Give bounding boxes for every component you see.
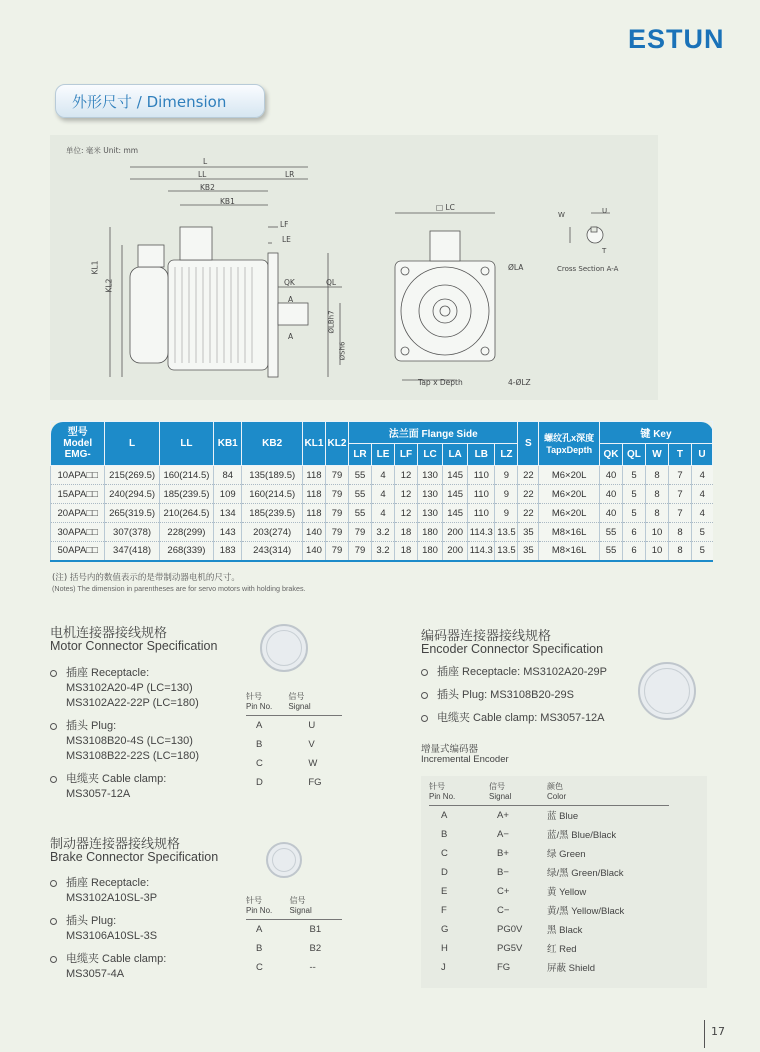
table-cell: 240(294.5) — [105, 485, 159, 504]
col-kb1: KB1 — [214, 422, 242, 466]
table-cell: 40 — [599, 466, 622, 485]
table-cell: 12 — [394, 485, 417, 504]
col-lf: LF — [394, 444, 417, 466]
pin-cell: A — [441, 809, 448, 821]
col-le: LE — [371, 444, 394, 466]
dim-label-lr: LR — [285, 170, 295, 179]
table-cell: 135(189.5) — [242, 466, 303, 485]
table-cell: 185(239.5) — [159, 485, 213, 504]
flange-header: 法兰面 Flange Side — [348, 422, 517, 444]
pin-cell: G — [441, 923, 449, 935]
list-item: 电缆夹 Cable clamp: MS3057-12A — [421, 711, 641, 726]
pin-row — [246, 958, 342, 977]
pin-cell: D — [256, 776, 263, 788]
table-cell: 79 — [348, 542, 371, 561]
cross-section-label: Cross Section A-A — [557, 265, 619, 273]
signal-cell: B+ — [497, 847, 509, 859]
table-cell: 22 — [518, 485, 539, 504]
encoder-pin-table — [429, 780, 669, 977]
dim-label-kl1: KL1 — [90, 260, 100, 275]
table-cell: 160(214.5) — [242, 485, 303, 504]
table-row — [51, 485, 713, 504]
table-cell: 110 — [468, 466, 495, 485]
table-cell: 79 — [348, 523, 371, 542]
table-cell: M6×20L — [539, 485, 600, 504]
pin-cell: H — [441, 942, 448, 954]
color-cell: 红 Red — [547, 944, 577, 955]
table-cell: 210(264.5) — [159, 504, 213, 523]
pin-row — [429, 901, 669, 920]
signal-cell: A+ — [497, 809, 509, 821]
table-cell: 134 — [214, 504, 242, 523]
table-cell: 4 — [371, 466, 394, 485]
pin-cell: C — [441, 847, 448, 859]
model-header: 型号 Model EMG- — [51, 422, 105, 466]
table-cell: 8 — [668, 523, 691, 542]
table-cell: 180 — [417, 542, 442, 561]
dim-label-lf: LF — [280, 220, 289, 229]
table-cell: 185(239.5) — [242, 504, 303, 523]
brake-connector-title-en: Brake Connector Specification — [50, 850, 219, 864]
signal-cell: B2 — [309, 942, 322, 954]
col-kb2: KB2 — [242, 422, 303, 466]
motor-connector-title-cn: 电机连接器接线规格 — [50, 626, 168, 641]
list-item: 插头 Plug: MS3108B20-29S — [421, 688, 641, 703]
front-flange — [395, 261, 495, 361]
model-cell: 20APA□□ — [51, 504, 105, 523]
dim-label-u: U — [602, 207, 608, 215]
pin-cell: B — [441, 828, 448, 840]
table-cell: 55 — [348, 485, 371, 504]
signal-cell: FG — [497, 961, 511, 973]
encoder-pin-panel — [421, 776, 707, 988]
table-cell: 130 — [417, 485, 442, 504]
table-cell: 7 — [668, 504, 691, 523]
pin-row — [246, 939, 342, 958]
pin-cell: C — [256, 757, 263, 769]
table-row — [51, 504, 713, 523]
table-cell: 79 — [325, 466, 348, 485]
table-cell: 243(314) — [242, 542, 303, 561]
color-cell: 蓝 Blue — [547, 811, 579, 823]
table-cell: M6×20L — [539, 466, 600, 485]
pin-cell: J — [441, 961, 446, 973]
dim-label-t: T — [602, 247, 607, 255]
encoder-subtitle-cn: 增量式编码器 — [421, 744, 479, 755]
table-cell: 84 — [214, 466, 242, 485]
col-lb: LB — [468, 444, 495, 466]
table-cell: 5 — [691, 542, 712, 561]
page-number: 17 — [704, 1020, 725, 1048]
table-cell: M8×16L — [539, 523, 600, 542]
encoder-connector-icon — [638, 662, 696, 720]
section-mark-a-bottom: A — [288, 332, 294, 341]
table-cell: 35 — [518, 523, 539, 542]
model-cell: 10APA□□ — [51, 466, 105, 485]
list-item: 插座 Receptacle: MS3102A20-29P — [421, 665, 641, 680]
motor-pin-table — [246, 690, 342, 792]
table-cell: 9 — [495, 504, 518, 523]
encoder-subtitle-en: Incremental Encoder — [421, 754, 509, 765]
table-cell: 79 — [325, 504, 348, 523]
section-title: 外形尺寸 / Dimension — [72, 93, 227, 111]
table-cell: 347(418) — [105, 542, 159, 561]
dim-label-lc: □ LC — [436, 203, 455, 212]
signal-cell: V — [308, 738, 315, 750]
table-cell: 114.3 — [468, 542, 495, 561]
table-cell: 8 — [668, 542, 691, 561]
pin-cell: F — [441, 904, 447, 916]
table-cell: 79 — [325, 485, 348, 504]
table-cell: 203(274) — [242, 523, 303, 542]
model-cell: 50APA□□ — [51, 542, 105, 561]
table-cell: 40 — [599, 485, 622, 504]
signal-cell: -- — [309, 961, 316, 973]
col-ll: LL — [159, 422, 213, 466]
table-cell: 7 — [668, 485, 691, 504]
dim-label-tap: Tap x Depth — [418, 378, 463, 387]
table-cell: 200 — [443, 523, 468, 542]
table-note-cn: (注) 括号内的数值表示的是带制动器电机的尺寸。 — [52, 573, 240, 583]
table-row — [51, 542, 713, 561]
col-u: U — [691, 444, 712, 466]
pin-row — [429, 863, 669, 882]
dim-label-ll: LL — [198, 170, 207, 179]
col-kl2: KL2 — [325, 422, 348, 466]
dim-label-la: ØLA — [508, 263, 524, 272]
table-cell: 3.2 — [371, 523, 394, 542]
motor-connector-icon — [260, 624, 308, 672]
table-cell: 22 — [518, 466, 539, 485]
table-cell: 110 — [468, 504, 495, 523]
col-l: L — [105, 422, 159, 466]
pin-row — [429, 920, 669, 939]
table-cell: 143 — [214, 523, 242, 542]
unit-label: 单位: 毫米 Unit: mm — [66, 146, 139, 155]
model-cell: 30APA□□ — [51, 523, 105, 542]
encoder-connector-title-en: Encoder Connector Specification — [421, 642, 604, 656]
motor-connector-title-en: Motor Connector Specification — [50, 639, 218, 653]
table-cell: 145 — [443, 485, 468, 504]
table-cell: 6 — [622, 523, 645, 542]
pin-row — [246, 773, 342, 792]
table-cell: 114.3 — [468, 523, 495, 542]
table-cell: 55 — [348, 466, 371, 485]
dim-label-kb1: KB1 — [220, 197, 235, 206]
pin-row — [246, 920, 342, 939]
table-cell: 5 — [622, 504, 645, 523]
table-cell: 55 — [599, 542, 622, 561]
table-cell: 200 — [443, 542, 468, 561]
table-cell: 55 — [599, 523, 622, 542]
brake-connector-list — [50, 876, 240, 990]
spec-table-body — [51, 466, 713, 561]
dim-label-lb: ØLBh7 — [327, 310, 336, 334]
table-cell: 5 — [691, 523, 712, 542]
table-cell: 35 — [518, 542, 539, 561]
color-cell: 绿/黑 Green/Black — [547, 868, 624, 879]
dim-label-l: L — [203, 157, 208, 166]
table-cell: 9 — [495, 466, 518, 485]
table-cell: 145 — [443, 466, 468, 485]
table-cell: 160(214.5) — [159, 466, 213, 485]
list-item: 电缆夹 Cable clamp: MS3057-12A — [50, 772, 240, 802]
color-cell: 绿 Green — [547, 849, 586, 860]
col-lz: LZ — [495, 444, 518, 466]
col-w: W — [645, 444, 668, 466]
table-cell: 109 — [214, 485, 242, 504]
signal-cell: B1 — [309, 923, 322, 935]
pin-row — [246, 735, 342, 754]
table-cell: 79 — [325, 542, 348, 561]
table-cell: 4 — [691, 466, 712, 485]
table-cell: 4 — [691, 504, 712, 523]
signal-cell: FG — [308, 776, 322, 788]
table-cell: 140 — [302, 542, 325, 561]
encoder-cap — [130, 267, 168, 363]
pin-row — [429, 825, 669, 844]
pin-header: 针号 Pin No. — [246, 690, 288, 716]
col-lc: LC — [417, 444, 442, 466]
dim-label-qk: QK — [284, 278, 295, 287]
table-cell: 6 — [622, 542, 645, 561]
pin-cell: E — [441, 885, 448, 897]
tap-header: 螺纹孔x深度 TapxDepth — [539, 422, 600, 466]
table-note-en: (Notes) The dimension in parentheses are for servo motors with holding brakes. — [52, 584, 306, 593]
section-header — [55, 84, 265, 118]
table-row — [51, 466, 713, 485]
table-cell: 4 — [371, 485, 394, 504]
table-cell: 215(269.5) — [105, 466, 159, 485]
signal-header: 信号 Signal — [288, 690, 342, 716]
signal-cell: A− — [497, 828, 509, 840]
signal-cell: PG0V — [497, 923, 523, 935]
shaft — [278, 303, 308, 325]
table-cell: M8×16L — [539, 542, 600, 561]
brake-pin-table — [246, 894, 342, 977]
table-cell: 12 — [394, 504, 417, 523]
list-item: 电缆夹 Cable clamp: MS3057-4A — [50, 952, 240, 982]
pin-row — [429, 882, 669, 901]
table-cell: 268(339) — [159, 542, 213, 561]
table-cell: 130 — [417, 466, 442, 485]
brake-connector-title-cn: 制动器连接器接线规格 — [50, 837, 181, 852]
table-cell: 5 — [622, 485, 645, 504]
col-la: LA — [443, 444, 468, 466]
signal-cell: U — [308, 719, 316, 731]
spec-table — [50, 421, 713, 562]
table-cell: 118 — [302, 485, 325, 504]
dim-label-w: W — [558, 211, 565, 219]
pin-cell: A — [256, 923, 263, 935]
signal-cell: PG5V — [497, 942, 523, 954]
pin-row — [246, 716, 342, 735]
table-cell: 79 — [325, 523, 348, 542]
table-cell: 55 — [348, 504, 371, 523]
col-t: T — [668, 444, 691, 466]
color-cell: 蓝/黑 Blue/Black — [547, 830, 617, 841]
table-cell: 130 — [417, 504, 442, 523]
table-row — [51, 523, 713, 542]
model-cell: 15APA□□ — [51, 485, 105, 504]
table-cell: 145 — [443, 504, 468, 523]
encoder-connector-title-cn: 编码器连接器接线规格 — [421, 629, 552, 644]
pin-header: 针号 Pin No. — [246, 894, 290, 920]
table-cell: 18 — [394, 542, 417, 561]
col-kl1: KL1 — [302, 422, 325, 466]
table-cell: 12 — [394, 466, 417, 485]
signal-cell: C+ — [497, 885, 510, 897]
motor-connector-list — [50, 666, 240, 810]
dim-label-ql: QL — [326, 278, 337, 287]
table-cell: 18 — [394, 523, 417, 542]
table-cell: 180 — [417, 523, 442, 542]
table-cell: 10 — [645, 523, 668, 542]
flange — [268, 253, 278, 377]
spec-table-wrap — [50, 421, 713, 562]
connector-2 — [180, 227, 212, 260]
table-cell: 307(378) — [105, 523, 159, 542]
col-s: S — [518, 422, 539, 466]
table-cell: 10 — [645, 542, 668, 561]
pin-row — [429, 958, 669, 977]
list-item: 插头 Plug: MS3108B20-4S (LC=130) MS3108B22-22S (LC=180) — [50, 719, 240, 764]
key-header: 键 Key — [599, 422, 712, 444]
dim-label-kl2: KL2 — [104, 278, 114, 293]
pin-row — [429, 844, 669, 863]
table-cell: 5 — [622, 466, 645, 485]
pin-row — [246, 754, 342, 773]
table-cell: 4 — [371, 504, 394, 523]
dim-label-lz: 4-ØLZ — [508, 378, 531, 387]
pin-header: 针号 Pin No. — [429, 780, 489, 806]
col-lr: LR — [348, 444, 371, 466]
color-cell: 黑 Black — [547, 925, 583, 936]
list-item: 插头 Plug: MS3106A10SL-3S — [50, 914, 240, 944]
table-cell: 7 — [668, 466, 691, 485]
signal-header: 信号 Signal — [489, 780, 547, 806]
signal-cell: W — [308, 757, 318, 769]
signal-header: 信号 Signal — [290, 894, 342, 920]
table-cell: 13.5 — [495, 542, 518, 561]
color-header: 颜色 Color — [547, 780, 669, 806]
table-cell: 183 — [214, 542, 242, 561]
signal-cell: B− — [497, 866, 509, 878]
pin-cell: B — [256, 942, 263, 954]
color-cell: 黄/黑 Yellow/Black — [547, 906, 625, 917]
table-cell: 265(319.5) — [105, 504, 159, 523]
section-mark-a-top: A — [288, 295, 294, 304]
table-cell: 140 — [302, 523, 325, 542]
table-cell: 22 — [518, 504, 539, 523]
table-cell: 9 — [495, 485, 518, 504]
color-cell: 屏蔽 Shield — [547, 963, 596, 974]
brake-connector-icon — [266, 842, 302, 878]
table-cell: 118 — [302, 504, 325, 523]
col-ql: QL — [622, 444, 645, 466]
table-cell: 110 — [468, 485, 495, 504]
connector-1 — [138, 245, 164, 267]
pin-row — [429, 939, 669, 958]
table-cell: M6×20L — [539, 504, 600, 523]
pin-cell: D — [441, 866, 448, 878]
table-cell: 4 — [691, 485, 712, 504]
encoder-connector-list — [421, 665, 641, 734]
table-cell: 13.5 — [495, 523, 518, 542]
list-item: 插座 Receptacle: MS3102A20-4P (LC=130) MS3102A22-22P (LC=180) — [50, 666, 240, 711]
col-qk: QK — [599, 444, 622, 466]
signal-cell: C− — [497, 904, 510, 916]
table-cell: 3.2 — [371, 542, 394, 561]
table-cell: 8 — [645, 466, 668, 485]
list-item: 插座 Receptacle: MS3102A10SL-3P — [50, 876, 240, 906]
table-cell: 8 — [645, 504, 668, 523]
color-cell: 黄 Yellow — [547, 887, 587, 898]
table-cell: 228(299) — [159, 523, 213, 542]
table-cell: 118 — [302, 466, 325, 485]
brand-logo: ESTUN — [628, 24, 725, 54]
pin-row — [429, 806, 669, 825]
table-cell: 8 — [645, 485, 668, 504]
pin-cell: A — [256, 719, 263, 731]
dim-label-kb2: KB2 — [200, 183, 215, 192]
dimension-drawing — [50, 135, 658, 400]
dim-label-s: ØSh6 — [338, 341, 347, 361]
pin-cell: B — [256, 738, 263, 750]
table-cell: 40 — [599, 504, 622, 523]
motor-body — [168, 260, 268, 370]
pin-cell: C — [256, 961, 263, 973]
dim-label-le: LE — [282, 235, 291, 244]
